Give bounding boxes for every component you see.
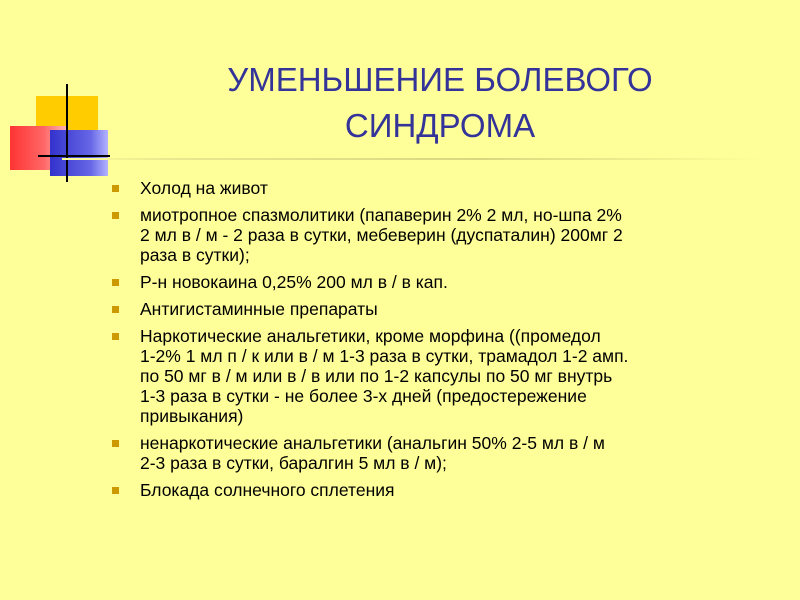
bullet-text: Наркотические анальгетики, кроме морфина ((промедол 1-2% 1 мл п / к или в / м 1-3 раза в сутки, трамадол 1-2 амп. по 50 мг в / м или в / в или по 1-2 капсулы по 50 мг внутрь 1-3 раза в сутки - не более 3-х дней (предостережение привыкания) [140, 326, 629, 426]
bullet-item [110, 299, 780, 319]
bullet-text: Блокада солнечного сплетения [140, 480, 395, 500]
bullet-text: Р-н новокаина 0,25% 200 мл в / в кап. [140, 272, 448, 292]
blue-square-icon [50, 130, 108, 176]
bullet-list [110, 178, 780, 507]
slide-title [150, 57, 730, 149]
vertical-line [66, 84, 68, 182]
title-divider [62, 158, 762, 160]
square-bullet-icon [112, 487, 119, 494]
square-bullet-icon [112, 279, 119, 286]
square-bullet-icon [112, 333, 119, 340]
bullet-text: миотропное спазмолитики (папаверин 2% 2 мл, но-шпа 2% 2 мл в / м - 2 раза в сутки, мебеверин (дуспаталин) 200мг 2 раза в сутки); [140, 205, 623, 265]
square-bullet-icon [112, 440, 119, 447]
bullet-item [110, 178, 780, 198]
bullet-text: Холод на живот [140, 178, 268, 198]
bullet-item [110, 326, 780, 426]
slide-title-line2: СИНДРОМА [344, 107, 536, 144]
bullet-text: ненаркотические анальгетики (анальгин 50% 2-5 мл в / м 2-3 раза в сутки, баралгин 5 мл в / м); [140, 433, 605, 473]
slide-title-line1: УМЕНЬШЕНИЕ БОЛЕВОГО [227, 61, 653, 98]
bullet-item [110, 433, 780, 473]
square-bullet-icon [112, 306, 119, 313]
bullet-item [110, 205, 780, 265]
bullet-text: Антигистаминные препараты [140, 299, 378, 319]
bullet-item [110, 480, 780, 500]
square-bullet-icon [112, 185, 119, 192]
bullet-item [110, 272, 780, 292]
horizontal-line [38, 155, 110, 157]
square-bullet-icon [112, 212, 119, 219]
